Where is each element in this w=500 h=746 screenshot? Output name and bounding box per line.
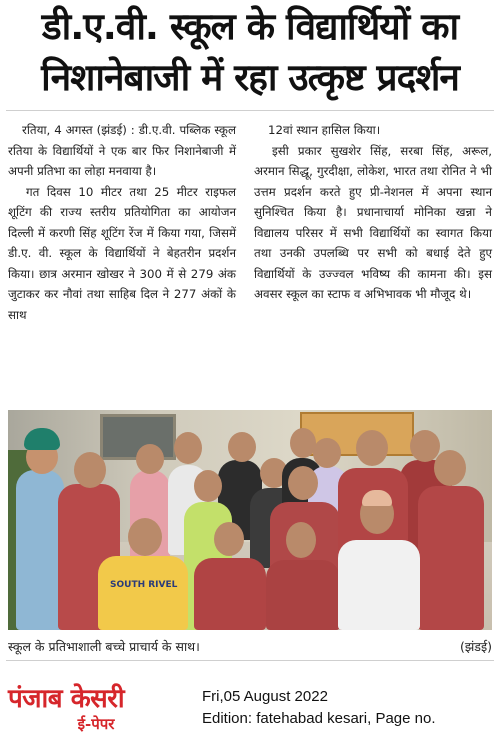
article-column-left — [8, 120, 236, 325]
photo-person — [338, 540, 420, 630]
logo-brand: पंजाब केसरी — [8, 684, 125, 714]
article-paragraph: गत दिवस 10 मीटर तथा 25 मीटर राइफल शूटिंग की राज्य स्तरीय प्रतियोगिता का आयोजन दिल्ली में करणी सिंह शूटिंग रेंज में किया गया, जिसमें डी.ए. वी. स्कूल के विद्यार्थियों ने बेहतरीन प्रदर्शन किया। छात्र अरमान खोखर ने 300 में से 279 अंक जुटाकर कर नौवां तथा साहिब दिल ने 277 अंकों के साथ — [8, 184, 236, 322]
headline-divider — [6, 110, 494, 111]
edition-name: Edition: fatehabad kesari, Page no. — [202, 710, 436, 727]
caption-credit: (झंडई) — [459, 639, 492, 654]
photo-head — [434, 450, 466, 486]
edition-info — [202, 686, 436, 730]
photo-head — [228, 432, 256, 462]
article-column-right — [254, 120, 492, 305]
article-paragraph: 12वां स्थान हासिल किया। — [268, 123, 381, 137]
photo-person — [418, 486, 484, 630]
photo-person — [16, 470, 64, 630]
epaper-footer — [0, 680, 500, 746]
article-paragraph: रतिया, 4 अगस्त (झंडई) : डी.ए.वी. पब्लिक स्कूल रतिया के विद्यार्थियों ने एक बार फिर निशानेबाजी में अपनी प्रतिभा का लोहा मनवाया है। — [8, 123, 236, 178]
photo-head — [288, 466, 318, 500]
photo-head — [286, 522, 316, 558]
photo-head — [128, 518, 162, 556]
headline-line-2: निशानेबाजी में रहा उत्कृष्ट प्रदर्शन — [41, 56, 459, 99]
photo-caption — [8, 638, 492, 656]
group-photo — [8, 410, 492, 630]
photo-head — [356, 430, 388, 466]
photo-head — [313, 438, 341, 468]
edition-date: Fri,05 August 2022 — [202, 688, 328, 705]
photo-head — [74, 452, 106, 488]
logo-epaper: ई-पेपर — [77, 715, 115, 733]
photo-person — [266, 560, 340, 630]
caption-divider — [6, 660, 494, 661]
punjab-kesari-logo — [8, 684, 184, 740]
headline-line-1: डी.ए.वी. स्कूल के विद्यार्थियों का — [41, 5, 459, 48]
photo-patka — [362, 490, 392, 506]
photo-person — [98, 556, 188, 630]
photo-head — [410, 430, 440, 462]
article-paragraph: इसी प्रकार सुखशेर सिंह, सरबा सिंह, अरूल, अरमान सिद्धू, गुरदीक्षा, लोकेश, भारत तथा रोनित ने भी उत्तम प्रदर्शन करते हुए प्री-नेशनल में अपना स्थान सुनिश्चित किया है। प्रधानाचार्या मोनिका खन्ना ने विद्यालय परिसर में सभी विद्यार्थियों का स्वागत किया तथा उनकी उपलब्धि पर सभी को बधाई देते हुए विद्यार्थियों के उज्ज्वल भविष्य की कामना की। इस अवसर स्कूल का स्टाफ व अभिभावक भी मौजूद थे। — [254, 143, 492, 301]
photo-person — [194, 558, 266, 630]
shirt-text: SOUTH RIVEL — [110, 580, 178, 590]
photo-head — [174, 432, 202, 464]
photo-turban — [24, 428, 60, 450]
caption-text: स्कूल के प्रतिभाशाली बच्चे प्राचार्य के साथ। — [8, 639, 200, 654]
photo-head — [136, 444, 164, 474]
photo-head — [194, 470, 222, 502]
photo-head — [214, 522, 244, 556]
headline — [4, 2, 496, 104]
